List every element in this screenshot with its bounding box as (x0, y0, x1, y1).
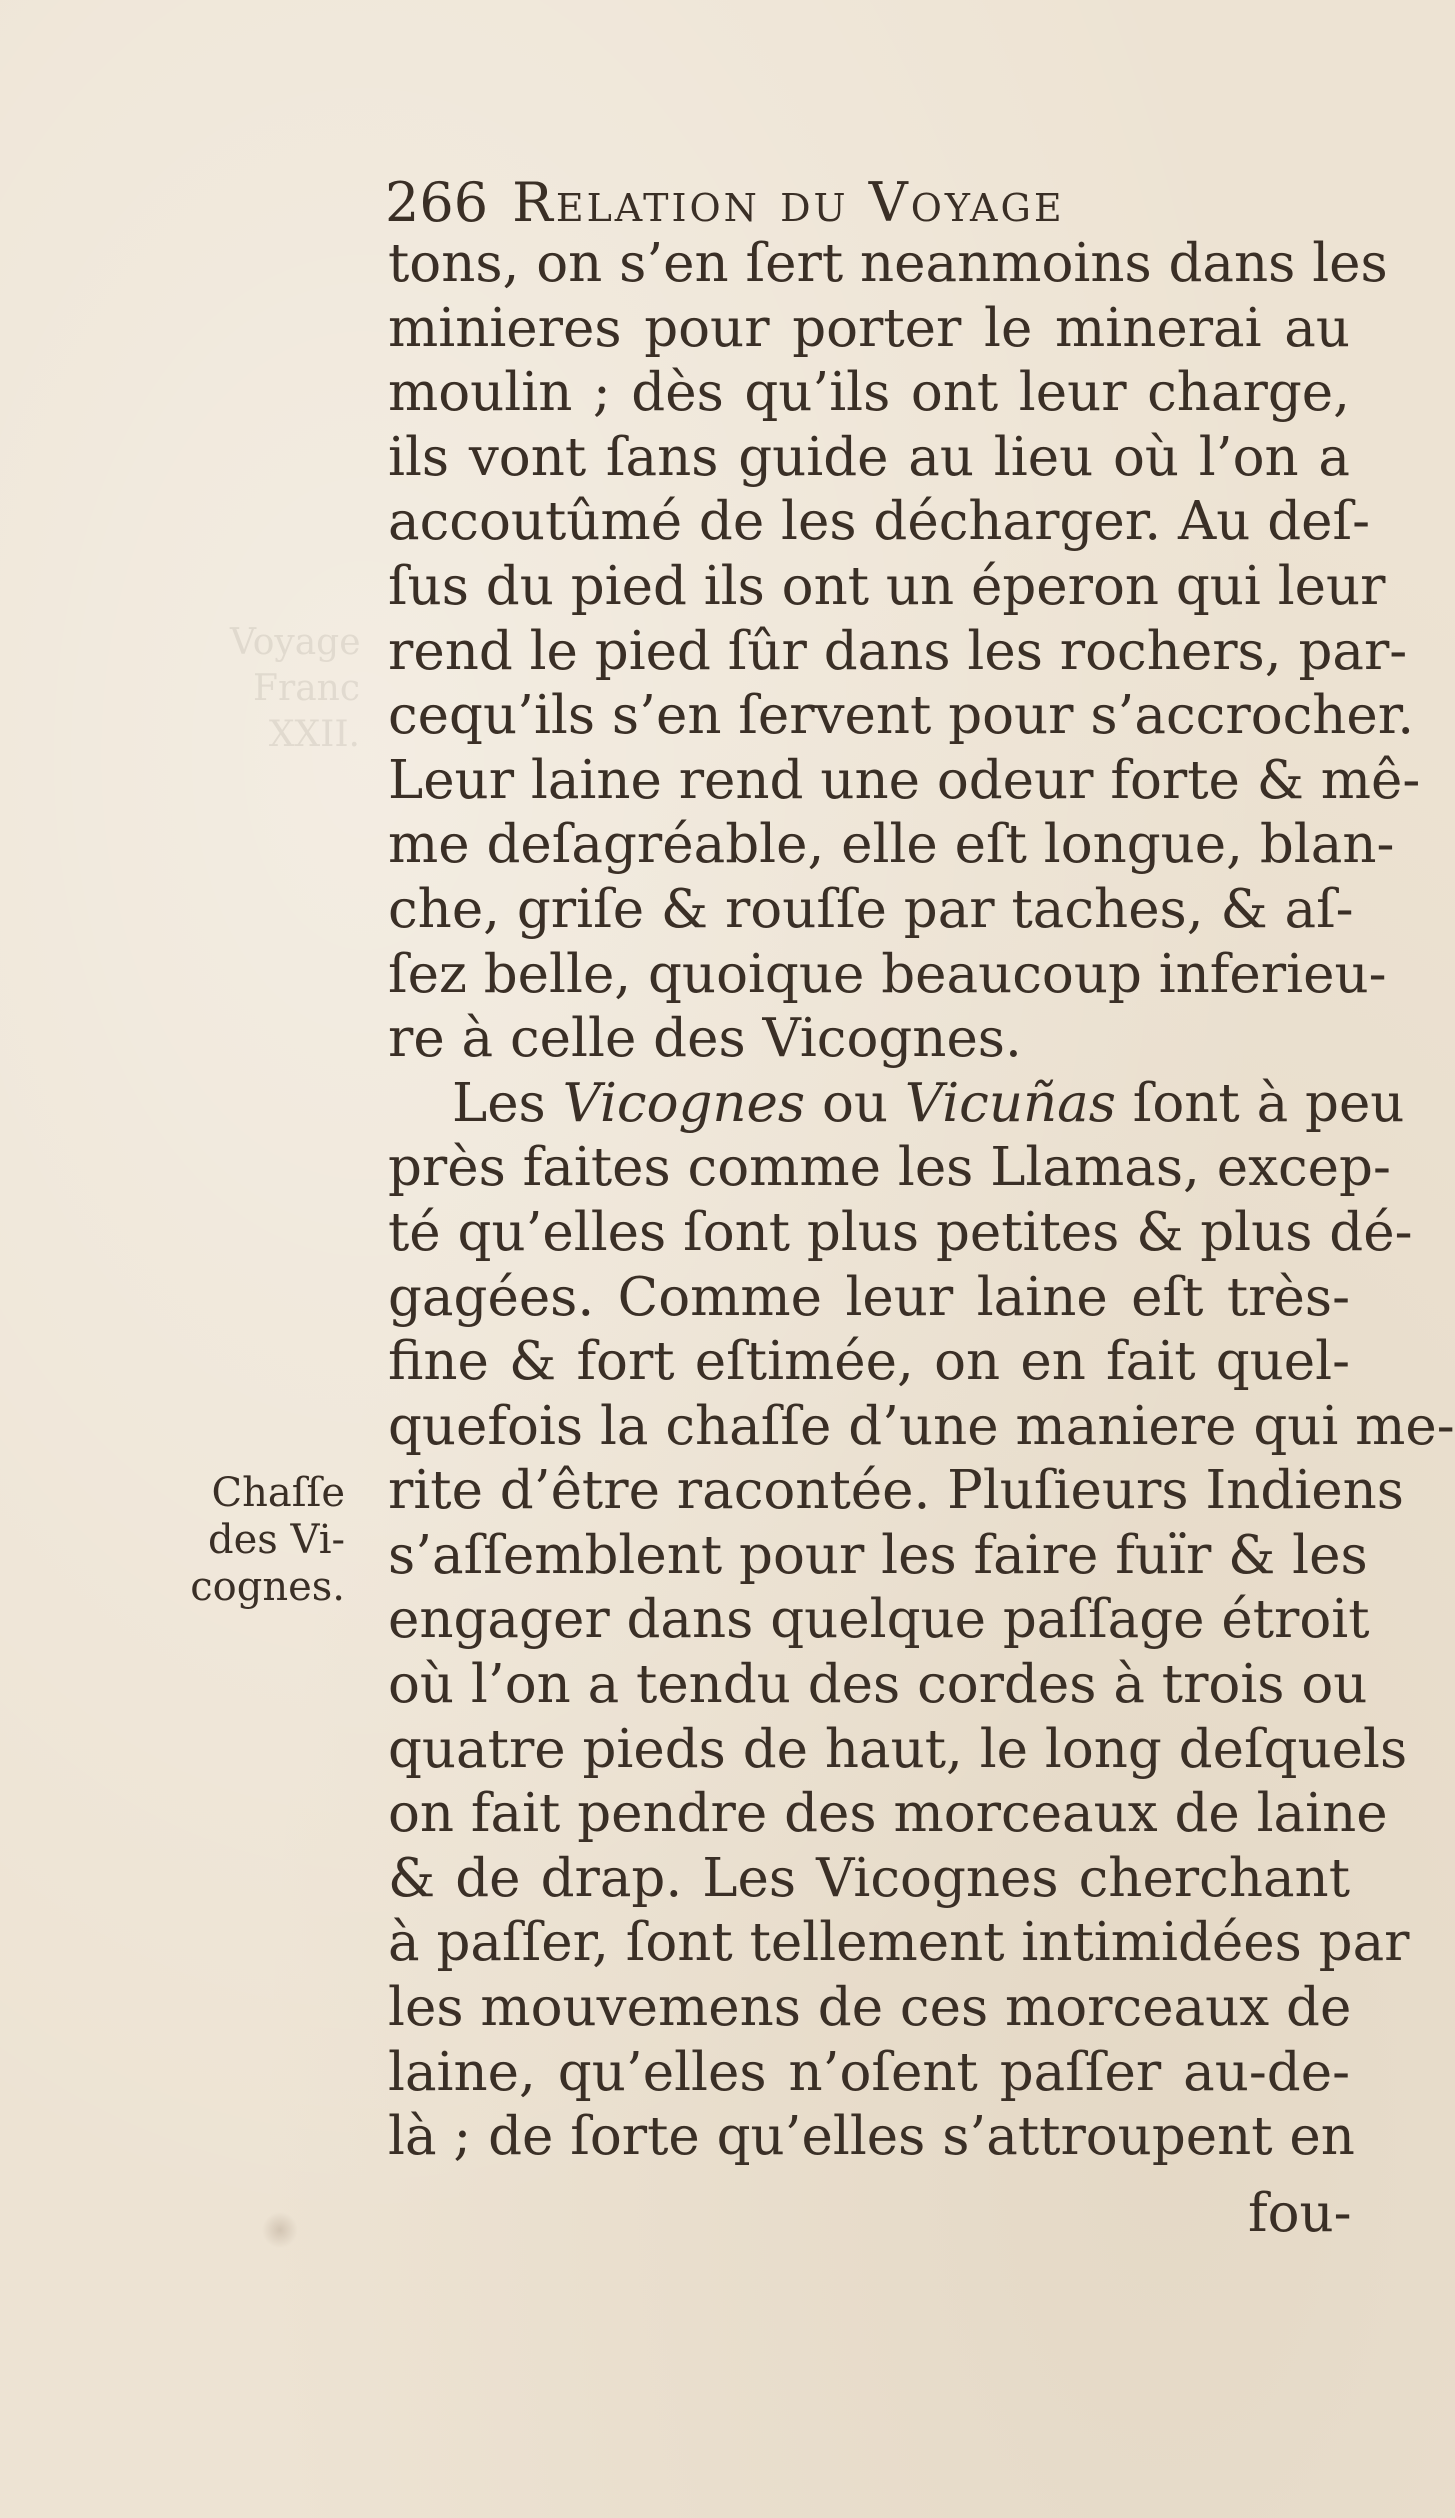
bleed-line: Voyage (230, 622, 361, 663)
text-line: rite d’être racontée. Pluſieurs Indiens (388, 1460, 1405, 1522)
text-line: rend le pied ſûr dans les rochers, par- (388, 620, 1408, 682)
bleed-through-text (230, 620, 360, 758)
margin-note-line: Chaſſe (211, 1470, 345, 1516)
text-line: gagées. Comme leur laine eſt très- (388, 1266, 1350, 1328)
text-line: tons, on s’en ſert neanmoins dans les (388, 233, 1388, 294)
text-line: té qu’elles ſont plus petites & plus dé- (388, 1201, 1413, 1263)
text-line: & de drap. Les Vicognes cherchant (388, 1847, 1350, 1909)
text-line: là ; de ſorte qu’elles s’attroupent en (388, 2106, 1355, 2168)
text-line: près faites comme les Llamas, excep- (388, 1137, 1391, 1199)
text-line: moulin ; dès qu’ils ont leur charge, (388, 362, 1350, 424)
text-line: minieres pour porter le minerai au (388, 297, 1350, 359)
text-line: ſez belle, quoique beaucoup inferieu- (388, 943, 1387, 1005)
page-number: 266 (385, 171, 489, 234)
catchword: fou- (1248, 2183, 1352, 2244)
text-line: accoutûmé de les décharger. Au deſ- (388, 491, 1371, 553)
bleed-line: XXII. (268, 714, 360, 755)
body-text (388, 232, 1455, 2170)
text-line: ils vont ſans guide au lieu où l’on a (388, 426, 1350, 488)
text-line: quefois la chaſſe d’une maniere qui me- (388, 1395, 1455, 1457)
text-line: Leur laine rend une odeur forte & mê- (388, 749, 1421, 811)
page-header (385, 168, 1305, 238)
paragraph-mid: ou (805, 1072, 905, 1134)
bleed-line: Franc (253, 668, 360, 709)
text-line: à paſſer, ſont tellement intimidées par (388, 1912, 1410, 1974)
text-line: fine & fort eſtimée, on en fait quel- (388, 1331, 1350, 1393)
margin-note (185, 1470, 345, 1611)
text-line: laine, qu’elles n’oſent paſſer au-de- (388, 2041, 1350, 2103)
paragraph-first-line (388, 1072, 1405, 1137)
text-line: engager dans quelque paſſage étroit (388, 1589, 1370, 1651)
text-line: che, griſe & rouſſe par taches, & aſ- (388, 878, 1354, 940)
text-line: où l’on a tendu des cordes à trois ou (388, 1654, 1368, 1716)
text-line: quatre pieds de haut, le long deſquels (388, 1718, 1408, 1780)
text-line: on fait pendre des morceaux de laine (388, 1783, 1388, 1845)
text-line: les mouvemens de ces morceaux de (388, 1977, 1352, 2039)
running-head: Relation du Voyage (512, 171, 1065, 234)
text-line: re à celle des Vicognes. (388, 1008, 1022, 1070)
text-line: ſus du pied ils ont un éperon qui leur (388, 555, 1386, 617)
margin-note-line: cognes. (190, 1564, 345, 1610)
text-line: me deſagréable, elle eſt longue, blan- (388, 814, 1395, 876)
paragraph-end: ſont à peu (1115, 1072, 1405, 1134)
italic-term-vicognes: Vicognes (562, 1072, 806, 1134)
text-line: s’aſſemblent pour les faire fuïr & les (388, 1524, 1368, 1586)
paragraph-start: Les (452, 1072, 563, 1134)
text-line: cequ’ils s’en ſervent pour s’accrocher. (388, 685, 1415, 747)
italic-term-vicunas: Vicuñas (904, 1072, 1116, 1134)
margin-note-line: des Vi- (207, 1517, 345, 1563)
